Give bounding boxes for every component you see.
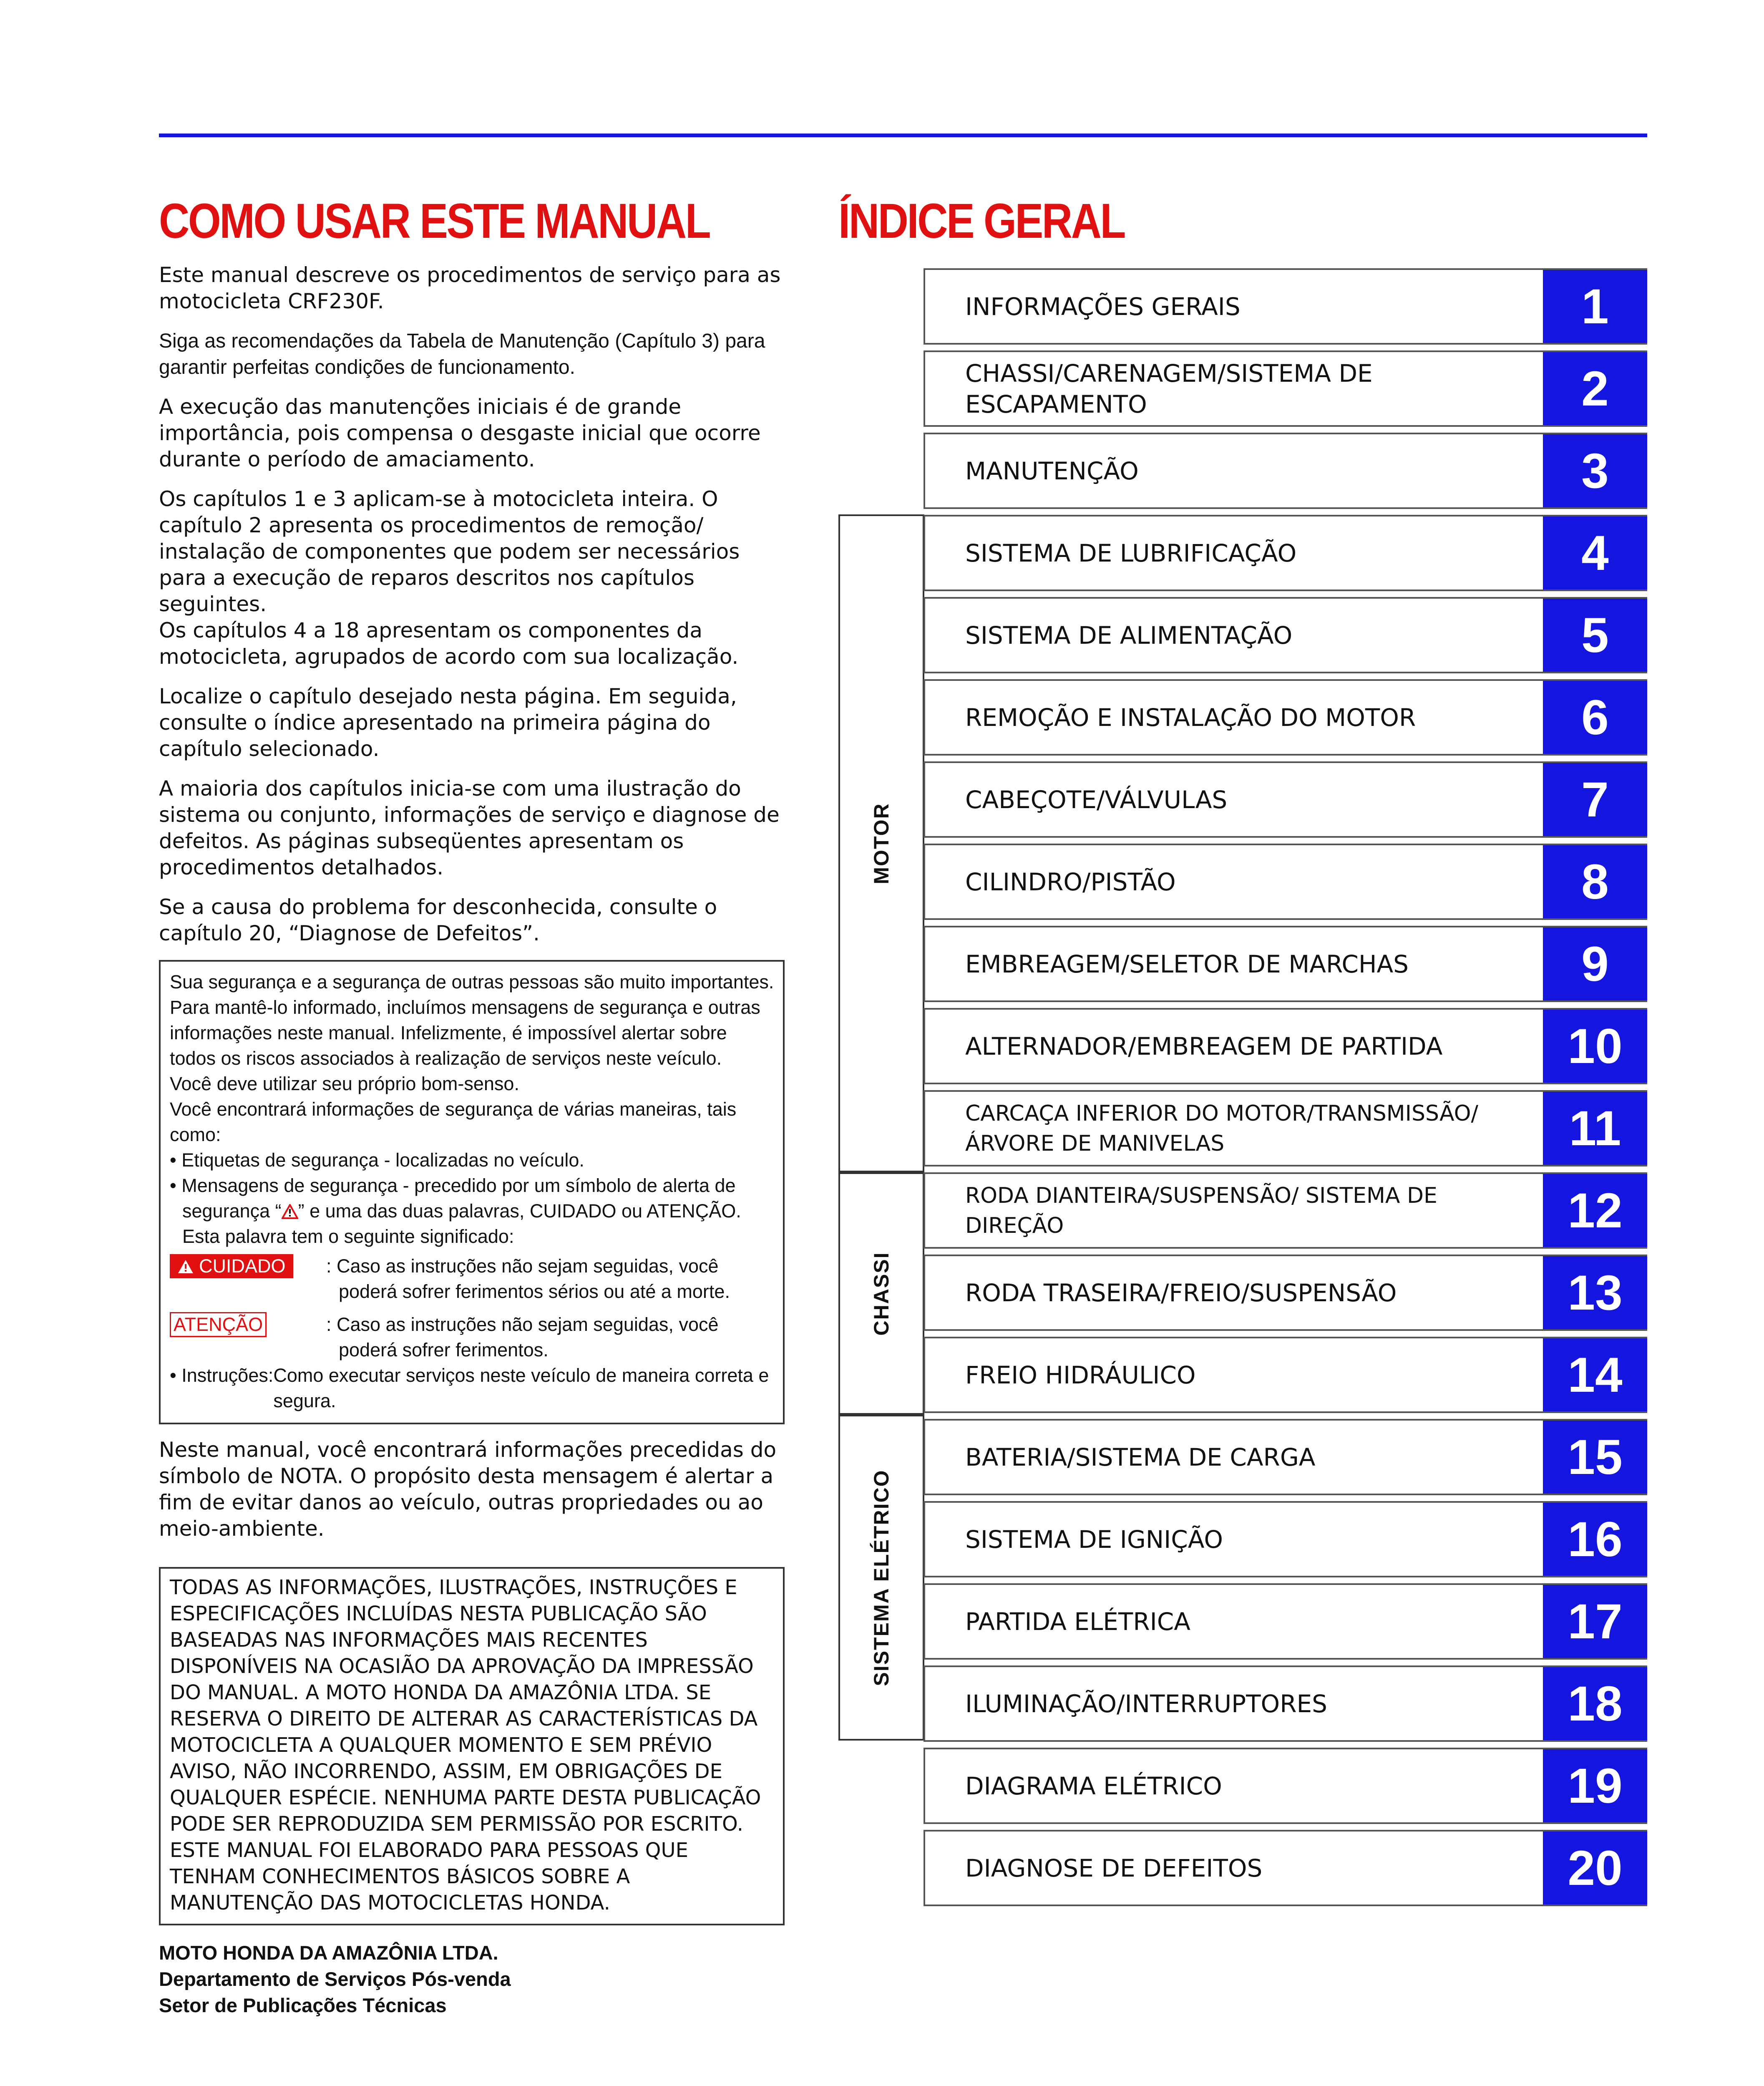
chapter-title: CILINDRO/PISTÃO: [965, 867, 1176, 896]
group-chassi: [838, 1172, 924, 1415]
chapter-entry-3[interactable]: [924, 433, 1647, 509]
safety-judgement: Você deve utilizar seu próprio bom-senso.: [170, 1073, 519, 1094]
safety-intro: Sua segurança e a segurança de outras pessoas são muito importantes. Para mantê-lo informado, incluímos mensagens de segurança e outras informações neste manual. Infelizmente, é impossível alertar sobre todos os riscos associados à realização de serviços neste veículo.: [170, 971, 774, 1069]
break-in-paragraph: A execução das manutenções iniciais é de grande importância, pois compensa o desgaste inicial que ocorre durante o período de amaciamento.: [159, 395, 761, 471]
chapter-entry-15[interactable]: [924, 1419, 1647, 1495]
safety-ways: Você encontrará informações de segurança de várias maneiras, tais como:: [170, 1098, 737, 1145]
chapter-title: CARCAÇA INFERIOR DO MOTOR/TRANSMISSÃO/ ÁRVORE DE MANIVELAS: [965, 1101, 1479, 1156]
chapter-title: DIAGRAMA ELÉTRICO: [965, 1771, 1222, 1800]
atencao-text: : Caso as instruções não sejam seguidas, você poderá sofrer ferimentos.: [326, 1314, 719, 1360]
chapter-entry-11[interactable]: [924, 1090, 1647, 1166]
chapter-title: FREIO HIDRÁULICO: [965, 1360, 1196, 1389]
chapters-paragraph: Os capítulos 1 e 3 aplicam-se à motocicleta inteira. O capítulo 2 apresenta os procedimentos de remoção/ instalação de componentes que podem ser necessários para a execução de reparos descritos nos capítulos seguintes.: [159, 487, 740, 616]
chapter-number: 10: [1543, 1010, 1647, 1083]
chapter-title: ILUMINAÇÃO/INTERRUPTORES: [965, 1689, 1327, 1718]
chapter-title: BATERIA/SISTEMA DE CARGA: [965, 1443, 1316, 1471]
chapter-title: RODA TRASEIRA/FREIO/SUSPENSÃO: [965, 1278, 1397, 1307]
disclaimer-box: TODAS AS INFORMAÇÕES, ILUSTRAÇÕES, INSTRUÇÕES E ESPECIFICAÇÕES INCLUÍDAS NESTA PUBLICAÇÃO SÃO BASEADAS NAS INFORMAÇÕES MAIS RECENTES DISPONÍVEIS NA OCASIÃO DA APROVAÇÃO DA IMPRESSÃO DO MANUAL. A MOTO HONDA DA AMAZÔNIA LTDA. SE RESERVA O DIREITO DE ALTERAR AS CARACTERÍSTICAS DA MOTOCICLETA A QUALQUER MOMENTO E SEM PRÉVIO AVISO, NÃO INCORRENDO, ASSIM, EM OBRIGAÇÕES DE QUALQUER ESPÉCIE. NENHUMA PARTE DESTA PUBLICAÇÃO PODE SER REPRODUZIDA SEM PERMISSÃO POR ESCRITO. ESTE MANUAL FOI ELABORADO PARA PESSOAS QUE TENHAM CONHECIMENTOS BÁSICOS SOBRE A MANUTENÇÃO DAS MOTOCICLETAS HONDA.: [159, 1567, 785, 1925]
chapter-number: 12: [1543, 1174, 1647, 1247]
chapter-title: SISTEMA DE IGNIÇÃO: [965, 1525, 1223, 1554]
chapter-structure-paragraph: A maioria dos capítulos inicia-se com uma ilustração do sistema ou conjunto, informações de serviço e diagnose de defeitos. As páginas subseqüentes apresentam os procedimentos detalhados.: [159, 776, 780, 879]
how-to-use-heading: COMO USAR ESTE MANUAL: [159, 194, 710, 249]
chapter-entry-10[interactable]: [924, 1008, 1647, 1084]
chapter-number: 17: [1543, 1585, 1647, 1658]
cuidado-badge: CUIDADO: [170, 1254, 293, 1278]
chapter-entry-19[interactable]: [924, 1748, 1647, 1824]
cuidado-row: [170, 1253, 775, 1304]
warning-triangle-icon: [282, 1204, 298, 1219]
atencao-badge: ATENÇÃO: [170, 1312, 267, 1337]
note-paragraph: Neste manual, você encontrará informações precedidas do símbolo de NOTA. O propósito desta mensagem é alertar a fim de evitar danos ao veículo, outras propriedades ou ao meio-ambiente.: [159, 1438, 777, 1541]
chapter-number: 11: [1543, 1092, 1647, 1165]
chapter-number: 13: [1543, 1256, 1647, 1329]
publisher-sector: Setor de Publicações Técnicas: [159, 1994, 447, 2016]
instructions-label: • Instruções:: [170, 1365, 274, 1386]
chapter-number: 1: [1543, 270, 1647, 343]
chapter-title: DIAGNOSE DE DEFEITOS: [965, 1854, 1263, 1882]
chapter-entry-18[interactable]: [924, 1665, 1647, 1742]
chapter-title: PARTIDA ELÉTRICA: [965, 1607, 1190, 1636]
group-label-chassi: CHASSI: [870, 1252, 893, 1335]
chapter-entry-13[interactable]: [924, 1255, 1647, 1331]
chapter-entry-20[interactable]: [924, 1830, 1647, 1906]
publisher-department: Departamento de Serviços Pós-venda: [159, 1968, 511, 1990]
chapter-entry-17[interactable]: [924, 1583, 1647, 1660]
safety-bullet-messages: • Mensagens de segurança - precedido por um símbolo de alerta de segurança “ ” e uma das duas palavras, CUIDADO ou ATENÇÃO.: [170, 1175, 741, 1222]
chapter-title: ALTERNADOR/EMBREAGEM DE PARTIDA: [965, 1032, 1443, 1061]
chapter-entry-9[interactable]: [924, 926, 1647, 1002]
safety-box: [159, 960, 785, 1424]
group-label-motor: MOTOR: [870, 802, 893, 884]
chapter-number: 9: [1543, 927, 1647, 1000]
chapter-title: SISTEMA DE ALIMENTAÇÃO: [965, 621, 1293, 650]
chapter-title: CABEÇOTE/VÁLVULAS: [965, 785, 1228, 814]
chapter-number: 18: [1543, 1667, 1647, 1740]
safety-bullet-labels: • Etiquetas de segurança - localizadas no veículo.: [170, 1149, 584, 1171]
chapter-title: CHASSI/CARENAGEM/SISTEMA DE ESCAPAMENTO: [965, 359, 1373, 418]
cuidado-text: : Caso as instruções não sejam seguidas, você poderá sofrer ferimentos sérios ou até a morte.: [326, 1255, 730, 1302]
group-eletrico: [838, 1415, 924, 1741]
publisher-company: MOTO HONDA DA AMAZÔNIA LTDA.: [159, 1942, 498, 1964]
chapter-number: 7: [1543, 763, 1647, 836]
chapter-entry-4[interactable]: [924, 515, 1647, 591]
chapter-title: MANUTENÇÃO: [965, 456, 1139, 485]
chapter-entry-6[interactable]: [924, 679, 1647, 756]
chapter-entry-1[interactable]: [924, 268, 1647, 345]
chapter-title: EMBREAGEM/SELETOR DE MARCHAS: [965, 950, 1409, 978]
chapter-number: 19: [1543, 1749, 1647, 1822]
index-heading: ÍNDICE GERAL: [838, 194, 1125, 249]
how-to-use-section: [159, 196, 785, 2018]
components-paragraph: Os capítulos 4 a 18 apresentam os componentes da motocicleta, agrupados de acordo com sua localização.: [159, 618, 739, 669]
chapter-number: 16: [1543, 1503, 1647, 1576]
publisher-block: [159, 1940, 785, 2018]
instructions-text: Como executar serviços neste veículo de maneira correta e segura.: [273, 1365, 769, 1411]
chapter-title: INFORMAÇÕES GERAIS: [965, 292, 1241, 321]
maintenance-paragraph: Siga as recomendações da Tabela de Manutenção (Capítulo 3) para garantir perfeitas condições de funcionamento.: [159, 330, 765, 378]
chapter-title: RODA DIANTEIRA/SUSPENSÃO/ SISTEMA DE DIREÇÃO: [965, 1183, 1437, 1238]
chapter-title: SISTEMA DE LUBRIFICAÇÃO: [965, 539, 1297, 567]
chapter-entry-16[interactable]: [924, 1501, 1647, 1577]
chapter-entry-7[interactable]: [924, 761, 1647, 838]
chapter-entry-12[interactable]: [924, 1172, 1647, 1249]
group-label-eletrico: SISTEMA ELÉTRICO: [870, 1469, 893, 1686]
chapter-entry-14[interactable]: [924, 1337, 1647, 1413]
chapter-number: 2: [1543, 352, 1647, 425]
warning-triangle-icon: [177, 1259, 194, 1274]
chapter-entry-2[interactable]: [924, 350, 1647, 427]
safety-meaning: Esta palavra tem o seguinte significado:: [182, 1226, 514, 1247]
chapter-number: 8: [1543, 845, 1647, 918]
chapter-number: 3: [1543, 434, 1647, 507]
chapter-entry-5[interactable]: [924, 597, 1647, 673]
chapter-number: 20: [1543, 1832, 1647, 1905]
locate-paragraph: Localize o capítulo desejado nesta página. Em seguida, consulte o índice apresentado na primeira página do capítulo selecionado.: [159, 684, 737, 761]
chapter-number: 5: [1543, 599, 1647, 672]
chapter-number: 15: [1543, 1421, 1647, 1494]
chapter-entry-8[interactable]: [924, 844, 1647, 920]
atencao-row: [170, 1312, 775, 1363]
chapter-number: 14: [1543, 1338, 1647, 1411]
chapter-number: 6: [1543, 681, 1647, 754]
top-rule: [159, 134, 1647, 137]
group-motor: [838, 514, 924, 1172]
intro-paragraph: Este manual descreve os procedimentos de serviço para as motocicleta CRF230F.: [159, 263, 781, 313]
instructions-row: [170, 1363, 775, 1413]
chapter-number: 4: [1543, 516, 1647, 590]
troubleshooting-paragraph: Se a causa do problema for desconhecida, consulte o capítulo 20, “Diagnose de Defeitos”.: [159, 895, 717, 945]
chapter-title: REMOÇÃO E INSTALAÇÃO DO MOTOR: [965, 703, 1416, 732]
